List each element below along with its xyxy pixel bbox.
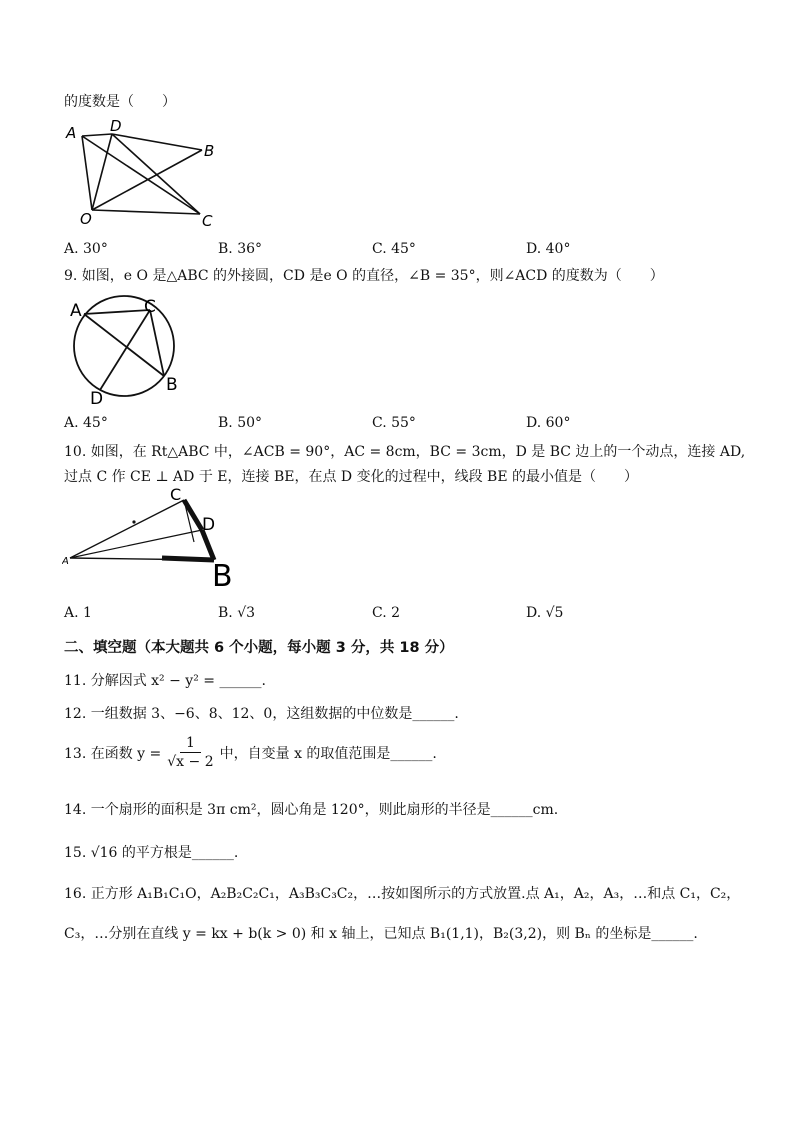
- q10-stem-line2: 过点 C 作 CE ⊥ AD 于 E，连接 BE，在点 D 变化的过程中，线段 BE 的最小值是（ ）: [64, 469, 639, 485]
- q9-option-d[interactable]: D. 60°: [526, 415, 571, 431]
- q9-figure: [64, 290, 194, 408]
- q13-suffix: 中，自变量 x 的取值范围是______.: [219, 745, 437, 762]
- q9-option-a[interactable]: A. 45°: [64, 415, 108, 431]
- q8-stem-tail: 的度数是（ ）: [64, 94, 176, 110]
- q9-label-b: B: [166, 375, 178, 395]
- q11: 11. 分解因式 x² − y² = ______.: [64, 673, 266, 689]
- q10-option-b[interactable]: B. √3: [218, 605, 256, 621]
- q10-label-c: C: [170, 488, 182, 504]
- q13: [64, 734, 437, 771]
- q9-option-c[interactable]: C. 55°: [372, 415, 416, 431]
- q8-option-d[interactable]: D. 40°: [526, 241, 571, 257]
- q8-label-b: B: [204, 142, 215, 160]
- q14: 14. 一个扇形的面积是 3π cm²，圆心角是 120°，则此扇形的半径是______cm.: [64, 802, 559, 818]
- q9-option-b[interactable]: B. 50°: [218, 415, 263, 431]
- q8-option-c[interactable]: C. 45°: [372, 241, 416, 257]
- q12: 12. 一组数据 3、−6、8、12、0，这组数据的中位数是______.: [64, 706, 459, 722]
- q10-label-a: A: [62, 556, 69, 567]
- q9-label-a: A: [70, 301, 82, 321]
- q10-option-a[interactable]: A. 1: [64, 605, 92, 621]
- q8-figure: [62, 118, 232, 230]
- q8-label-d: D: [110, 118, 122, 135]
- q10-option-c[interactable]: C. 2: [372, 605, 401, 621]
- q13-numerator: 1: [180, 734, 201, 753]
- q9-label-c: C: [144, 297, 156, 317]
- section-title: 二、填空题（本大题共 6 个小题，每小题 3 分，共 18 分）: [64, 640, 454, 656]
- q10-figure: [62, 488, 242, 592]
- q8-label-a: A: [66, 124, 77, 142]
- q13-denominator: √x − 2: [167, 754, 214, 770]
- q15: 15. √16 的平方根是______.: [64, 845, 239, 861]
- q16-line2: C₃，…分别在直线 y = kx + b(k > 0) 和 x 轴上，已知点 B₁(1,1)，B₂(3,2)，则 Bₙ 的坐标是______.: [64, 926, 698, 942]
- q8-option-b[interactable]: B. 36°: [218, 241, 263, 257]
- q10-label-d: D: [202, 515, 216, 535]
- q10-option-d[interactable]: D. √5: [526, 605, 564, 621]
- q10-label-b: B: [212, 559, 233, 592]
- q8-label-c: C: [202, 212, 213, 230]
- q16-line1: 16. 正方形 A₁B₁C₁O，A₂B₂C₂C₁，A₃B₃C₃C₂，…按如图所示的方式放置.点 A₁，A₂，A₃，…和点 C₁，C₂，: [64, 886, 741, 902]
- q13-fraction: [163, 734, 217, 771]
- q9-stem: 9. 如图，e O 是△ABC 的外接圆，CD 是e O 的直径，∠B = 35°，则∠ACD 的度数为（ ）: [64, 268, 664, 284]
- q8-option-a[interactable]: A. 30°: [64, 241, 108, 257]
- q13-prefix: 13. 在函数 y =: [64, 745, 162, 762]
- q10-stem-line1: 10. 如图，在 Rt△ABC 中，∠ACB = 90°，AC = 8cm，BC = 3cm，D 是 BC 边上的一个动点，连接 AD,: [64, 444, 746, 460]
- q8-label-o: O: [80, 210, 92, 228]
- q9-label-d: D: [90, 389, 104, 408]
